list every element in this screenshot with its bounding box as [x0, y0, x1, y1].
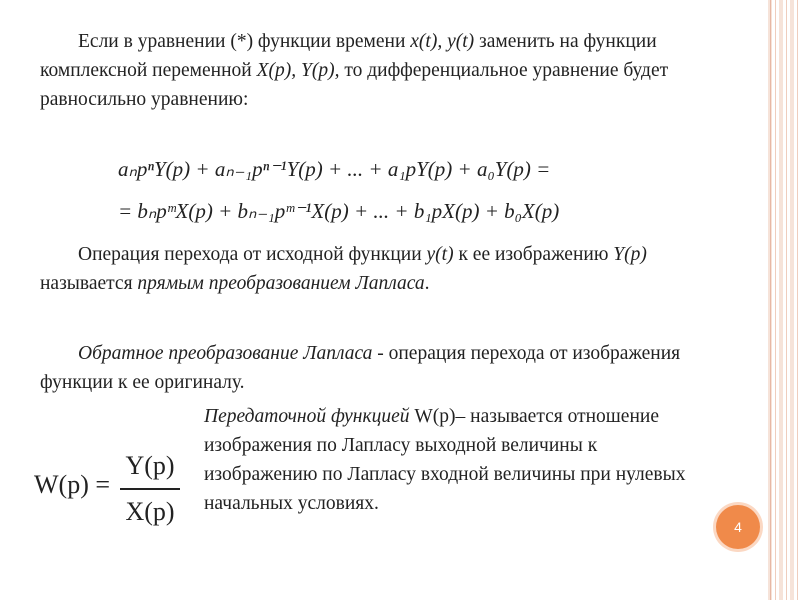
term-inverse-laplace: Обратное преобразование Лапласа: [78, 343, 373, 364]
page-number: 4: [734, 519, 742, 535]
transfer-function-formula: [34, 446, 194, 536]
equation-text: = bₙpᵐX(p) + bₙ₋₁pᵐ⁻¹X(p) + ... + b₁pX(p) + b₀X(p): [118, 199, 560, 223]
text: - операция перехода от изображения функции к ее оригиналу.: [40, 343, 681, 393]
math-xt: x(t), y(t): [410, 31, 475, 52]
math-Xp: X(p), Y(p),: [256, 60, 340, 81]
formula-lhs: W(p) =: [34, 470, 111, 499]
text: заменить на функции комплексной переменной: [40, 31, 657, 81]
term-direct-laplace: прямым преобразованием Лапласа: [137, 273, 425, 294]
text: к ее изображению: [453, 244, 614, 265]
denominator: X(p): [125, 497, 175, 526]
text: называется: [40, 273, 138, 294]
fraction-bar: [120, 488, 180, 490]
math-yt: y(t): [426, 244, 454, 265]
text: то дифференциальное уравнение будет равносильно уравнению:: [40, 60, 669, 110]
decorative-border-right: [768, 0, 800, 600]
numerator: Y(p): [125, 451, 175, 480]
text: Если в уравнении (*) функции времени: [78, 31, 411, 52]
equation-line-2: [118, 199, 559, 224]
paragraph-intro: [40, 27, 720, 114]
text: .: [424, 273, 430, 294]
page-number-badge: [716, 505, 760, 549]
text: – называется отношение изображения по Лапласу выходной величины к изображению по Лапласу входной величины при нулевых начальных условиях.: [204, 406, 686, 514]
equation-line-1: [118, 157, 550, 182]
decorative-line: [770, 0, 771, 600]
math-Yp: Y(p): [613, 244, 647, 265]
text: Операция перехода от исходной функции: [78, 244, 427, 265]
fraction: [120, 446, 180, 532]
term-transfer-function: Передаточной функцией: [204, 406, 415, 427]
paragraph-direct-laplace: [40, 240, 720, 298]
paragraph-inverse-laplace: [40, 339, 720, 397]
paragraph-transfer-function: [204, 402, 714, 518]
equation-text: aₙpⁿY(p) + aₙ₋₁pⁿ⁻¹Y(p) + ... + a₁pY(p) + a₀Y(p) =: [118, 157, 551, 181]
math-Wp: W(p): [414, 406, 456, 427]
